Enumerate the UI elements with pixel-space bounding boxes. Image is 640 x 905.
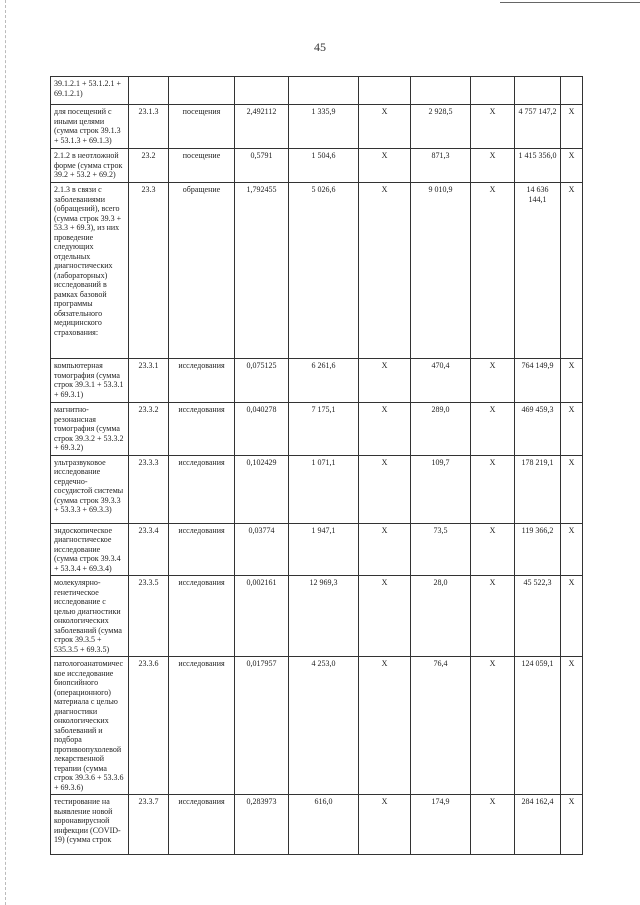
row-code-cell: 23.3.3 (129, 455, 169, 523)
row-x3-cell: X (561, 359, 583, 403)
row-code-cell: 23.3.4 (129, 523, 169, 576)
table-row (51, 523, 583, 576)
row-unit-cell: исследования (169, 403, 235, 456)
row-x2-cell (471, 77, 515, 105)
data-table (50, 76, 583, 855)
row-code-cell: 23.3 (129, 183, 169, 359)
row-norm-cell: 0,5791 (235, 149, 289, 183)
row-x2-cell: X (471, 183, 515, 359)
row-name-cell: 39.1.2.1 + 53.1.2.1 + 69.1.2.1) (51, 77, 129, 105)
row-value-cell: 289,0 (411, 403, 471, 456)
row-x1-cell: X (359, 359, 411, 403)
row-name-cell: компьютерная томография (сумма строк 39.3.1 + 53.3.1 + 69.3.1) (51, 359, 129, 403)
row-name-cell: тестирование на выявление новой коронавирусной инфекции (COVID-19) (сумма строк (51, 795, 129, 855)
row-value-cell: 76,4 (411, 657, 471, 795)
row-value-cell: 470,4 (411, 359, 471, 403)
row-name-cell: для посещений с иными целями (сумма строк 39.1.3 + 53.1.3 + 69.1.3) (51, 105, 129, 149)
row-unit-cell: исследования (169, 657, 235, 795)
row-x3-cell: X (561, 795, 583, 855)
row-code-cell: 23.2 (129, 149, 169, 183)
row-norm-cell: 0,040278 (235, 403, 289, 456)
row-code-cell: 23.1.3 (129, 105, 169, 149)
row-x3-cell: X (561, 105, 583, 149)
row-code-cell: 23.3.1 (129, 359, 169, 403)
row-x3-cell: X (561, 576, 583, 657)
row-x1-cell: X (359, 657, 411, 795)
scan-edge-top (500, 2, 640, 3)
row-code-cell: 23.3.7 (129, 795, 169, 855)
row-norm-cell (235, 77, 289, 105)
row-x1-cell: X (359, 149, 411, 183)
row-x1-cell: X (359, 795, 411, 855)
row-x1-cell (359, 77, 411, 105)
row-total-cell: 119 366,2 (515, 523, 561, 576)
row-total-cell (515, 77, 561, 105)
table-row (51, 183, 583, 359)
row-total-cell: 1 415 356,0 (515, 149, 561, 183)
row-name-cell: ультразвуковое исследование сердечно-сосудистой системы (сумма строк 39.3.3 + 53.3.3 + 69.3.3) (51, 455, 129, 523)
row-unit-cell: исследования (169, 359, 235, 403)
row-x1-cell: X (359, 105, 411, 149)
row-cost-cell: 1 335,9 (289, 105, 359, 149)
row-total-cell: 284 162,4 (515, 795, 561, 855)
row-unit-cell: исследования (169, 523, 235, 576)
row-name-cell: 2.1.2 в неотложной форме (сумма строк 39.2 + 53.2 + 69.2) (51, 149, 129, 183)
row-value-cell: 109,7 (411, 455, 471, 523)
row-x1-cell: X (359, 183, 411, 359)
row-code-cell: 23.3.2 (129, 403, 169, 456)
row-value-cell (411, 77, 471, 105)
row-x2-cell: X (471, 455, 515, 523)
row-total-cell: 4 757 147,2 (515, 105, 561, 149)
row-unit-cell: исследования (169, 576, 235, 657)
table-row (51, 795, 583, 855)
row-name-cell: молекулярно-генетическое исследование с целью диагностики онкологических заболеваний (сумма строк 39.3.5 + 535.3.5 + 69.3.5) (51, 576, 129, 657)
row-norm-cell: 0,03774 (235, 523, 289, 576)
page-number: 45 (314, 40, 326, 54)
row-x3-cell: X (561, 149, 583, 183)
row-x1-cell: X (359, 403, 411, 456)
row-x2-cell: X (471, 149, 515, 183)
row-norm-cell: 2,492112 (235, 105, 289, 149)
row-value-cell: 174,9 (411, 795, 471, 855)
row-value-cell: 73,5 (411, 523, 471, 576)
row-x2-cell: X (471, 359, 515, 403)
row-x3-cell: X (561, 455, 583, 523)
row-norm-cell: 0,283973 (235, 795, 289, 855)
row-total-cell: 469 459,3 (515, 403, 561, 456)
row-norm-cell: 1,792455 (235, 183, 289, 359)
row-x1-cell: X (359, 455, 411, 523)
row-unit-cell: посещения (169, 105, 235, 149)
row-x1-cell: X (359, 523, 411, 576)
table-row (51, 359, 583, 403)
row-value-cell: 871,3 (411, 149, 471, 183)
row-x2-cell: X (471, 795, 515, 855)
row-x3-cell: X (561, 403, 583, 456)
row-total-cell: 14 636 144,1 (515, 183, 561, 359)
row-name-cell: эндоскопическое диагностическое исследование (сумма строк 39.3.4 + 53.3.4 + 69.3.4) (51, 523, 129, 576)
row-x3-cell: X (561, 657, 583, 795)
row-name-cell: патологоанатомическое исследование биопсийного (операционного) материала с целью диагностики онкологических заболеваний и подбора противоопухолевой лекарственной терапии (сумма строк 39.3.6 + 53.3.6 + 69.3.6) (51, 657, 129, 795)
row-cost-cell: 1 947,1 (289, 523, 359, 576)
row-value-cell: 28,0 (411, 576, 471, 657)
row-x2-cell: X (471, 105, 515, 149)
row-name-cell: 2.1.3 в связи с заболеваниями (обращений), всего (сумма строк 39.3 + 53.3 + 69.3), из них проведение следующих отдельных диагностических (лабораторных) исследований в рамках базовой программы обязательного медицинского страхования: (51, 183, 129, 359)
row-total-cell: 45 522,3 (515, 576, 561, 657)
table-row (51, 77, 583, 105)
row-unit-cell: исследования (169, 455, 235, 523)
row-code-cell: 23.3.5 (129, 576, 169, 657)
table-row (51, 657, 583, 795)
row-name-cell: магнитно-резонансная томография (сумма строк 39.3.2 + 53.3.2 + 69.3.2) (51, 403, 129, 456)
row-cost-cell: 7 175,1 (289, 403, 359, 456)
row-x3-cell (561, 77, 583, 105)
row-cost-cell: 4 253,0 (289, 657, 359, 795)
row-cost-cell: 6 261,6 (289, 359, 359, 403)
row-total-cell: 764 149,9 (515, 359, 561, 403)
row-x3-cell: X (561, 523, 583, 576)
row-value-cell: 2 928,5 (411, 105, 471, 149)
row-norm-cell: 0,002161 (235, 576, 289, 657)
row-total-cell: 124 059,1 (515, 657, 561, 795)
row-code-cell (129, 77, 169, 105)
table-row (51, 105, 583, 149)
row-unit-cell: исследования (169, 795, 235, 855)
row-cost-cell (289, 77, 359, 105)
row-cost-cell: 1 071,1 (289, 455, 359, 523)
row-cost-cell: 616,0 (289, 795, 359, 855)
row-x2-cell: X (471, 403, 515, 456)
row-unit-cell: посещение (169, 149, 235, 183)
row-cost-cell: 5 026,6 (289, 183, 359, 359)
row-value-cell: 9 010,9 (411, 183, 471, 359)
row-x2-cell: X (471, 523, 515, 576)
scan-edge-left (5, 0, 7, 905)
row-cost-cell: 1 504,6 (289, 149, 359, 183)
row-norm-cell: 0,017957 (235, 657, 289, 795)
table-row (51, 403, 583, 456)
table-row (51, 576, 583, 657)
row-total-cell: 178 219,1 (515, 455, 561, 523)
row-unit-cell: обращение (169, 183, 235, 359)
table-row (51, 149, 583, 183)
row-x3-cell: X (561, 183, 583, 359)
row-norm-cell: 0,075125 (235, 359, 289, 403)
table-row (51, 455, 583, 523)
row-norm-cell: 0,102429 (235, 455, 289, 523)
row-x2-cell: X (471, 657, 515, 795)
row-x2-cell: X (471, 576, 515, 657)
row-code-cell: 23.3.6 (129, 657, 169, 795)
row-x1-cell: X (359, 576, 411, 657)
row-cost-cell: 12 969,3 (289, 576, 359, 657)
row-unit-cell (169, 77, 235, 105)
